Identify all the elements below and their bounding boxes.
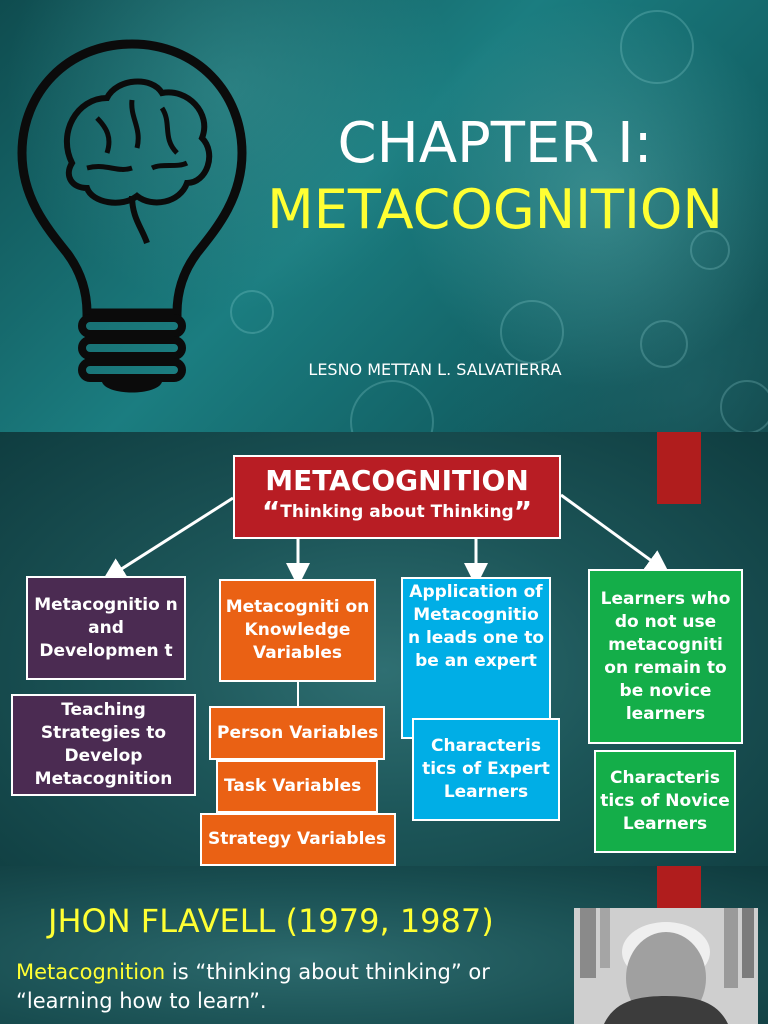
main-concept-title: METACOGNITION: [265, 464, 529, 497]
box-expert-learners: Characteris tics of Expert Learners: [412, 718, 560, 821]
main-concept-subtitle: “Thinking about Thinking”: [261, 495, 533, 528]
flavell-heading: JHON FLAVELL (1979, 1987): [48, 902, 494, 940]
portrait-photo: [574, 908, 758, 1024]
flavell-slide: [0, 866, 768, 1024]
box-knowledge-variables: Metacogniti on Knowledge Variables: [219, 579, 376, 682]
box-person-variables: Person Variables: [209, 706, 385, 760]
portrait-image: [574, 908, 758, 1024]
decorative-bubble: [640, 320, 688, 368]
box-task-variables: Task Variables: [216, 760, 378, 813]
concept-map-slide: [0, 432, 768, 866]
author-name: LESNO METTAN L. SALVATIERRA: [308, 360, 562, 379]
main-concept-box: [233, 455, 561, 539]
decorative-bubble: [720, 380, 768, 432]
box-teaching-strategies: Teaching Strategies to Develop Metacognition: [11, 694, 196, 796]
box-application: Application of Metacognitio n leads one to be an expert: [401, 577, 551, 739]
metacognition-definition: Metacognition is “thinking about thinking” or “learning how to learn”.: [16, 960, 490, 1013]
decorative-bubble: [500, 300, 564, 364]
title-slide: [0, 0, 768, 432]
decorative-bubble: [620, 10, 694, 84]
lightbulb-brain-icon: [12, 38, 252, 408]
box-novice-learners-note: Learners who do not use metacogniti on remain to be novice learners: [588, 569, 743, 744]
box-novice-characteristics: Characteris tics of Novice Learners: [594, 750, 736, 853]
box-strategy-variables: Strategy Variables: [200, 813, 396, 866]
slide-title-line1: CHAPTER I:: [337, 111, 653, 176]
slide-title-line2: METACOGNITION: [267, 178, 723, 241]
decorative-bubble: [350, 380, 434, 432]
red-accent-bar: [657, 866, 701, 908]
box-metacognition-development: Metacognitio n and Developmen t: [26, 576, 186, 680]
